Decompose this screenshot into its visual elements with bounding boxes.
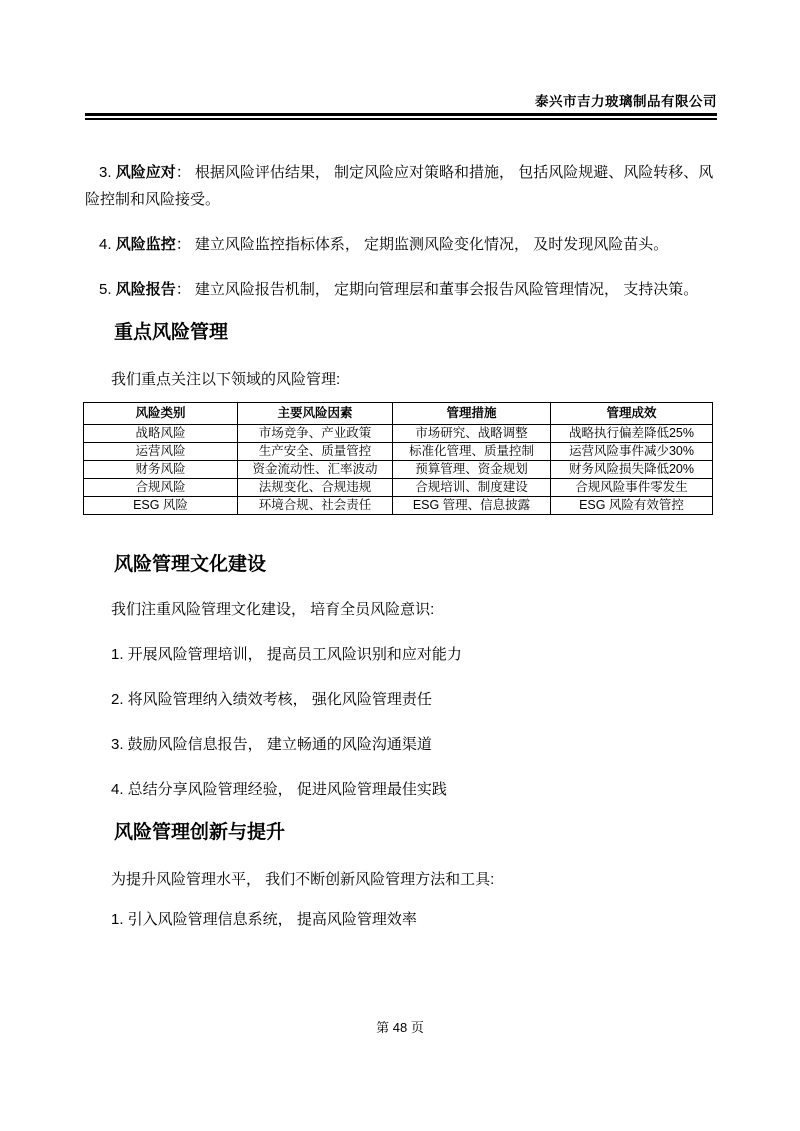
culture-item-4: 4. 总结分享风险管理经验， 促进风险管理最佳实践 (111, 781, 447, 798)
page-header (85, 0, 717, 120)
page-number: 第 48 页 (376, 1020, 424, 1035)
header-rule (85, 113, 717, 120)
list-item-4 (85, 231, 715, 258)
cell-measures: ESG 管理、信息披露 (393, 497, 551, 515)
table-row (84, 497, 713, 515)
item-colon: ： (175, 236, 191, 253)
list-item-5 (85, 276, 715, 303)
cell-results: 战略执行偏差降低25% (551, 425, 713, 443)
cell-risk-factors: 生产安全、质量管控 (238, 443, 393, 461)
culture-item-1: 1. 开展风险管理培训， 提高员工风险识别和应对能力 (111, 646, 462, 663)
innovation-item-1: 1. 引入风险管理信息系统， 提高风险管理效率 (111, 911, 417, 928)
item-number: 4. (99, 236, 112, 253)
item-term: 风险应对 (115, 164, 176, 181)
table-row (84, 461, 713, 479)
cell-risk-category: 运营风险 (84, 443, 238, 461)
item-text: 建立风险报告机制， 定期向管理层和董事会报告风险管理情况， 支持决策。 (194, 281, 699, 298)
cell-risk-factors: 环境合规、社会责任 (238, 497, 393, 515)
col-header-results: 管理成效 (551, 403, 713, 425)
item-number: 3. (99, 164, 112, 181)
item-term: 风险报告 (115, 281, 176, 298)
culture-item-2: 2. 将风险管理纳入绩效考核， 强化风险管理责任 (111, 691, 432, 708)
col-header-measures: 管理措施 (393, 403, 551, 425)
cell-risk-factors: 市场竞争、产业政策 (238, 425, 393, 443)
culture-intro: 我们注重风险管理文化建设， 培育全员风险意识: (111, 601, 435, 618)
cell-results: 合规风险事件零发生 (551, 479, 713, 497)
item-text: 建立风险监控指标体系， 定期监测风险变化情况， 及时发现风险苗头。 (194, 236, 669, 253)
item-colon: ： (175, 281, 191, 298)
table-header-row (84, 403, 713, 425)
cell-risk-category: 合规风险 (84, 479, 238, 497)
section-heading-culture: 风险管理文化建设 (114, 554, 267, 575)
cell-risk-category: 战略风险 (84, 425, 238, 443)
culture-item-3: 3. 鼓励风险信息报告， 建立畅通的风险沟通渠道 (111, 736, 432, 753)
cell-measures: 标准化管理、质量控制 (393, 443, 551, 461)
table-row (84, 479, 713, 497)
company-name: 泰兴市吉力玻璃制品有限公司 (535, 94, 717, 109)
item-term: 风险监控 (115, 236, 176, 253)
cell-results: 财务风险损失降低20% (551, 461, 713, 479)
page-content (85, 159, 715, 933)
cell-risk-factors: 法规变化、合规违规 (238, 479, 393, 497)
risk-table (83, 402, 713, 515)
item-text: 根据风险评估结果， 制定风险应对策略和措施， 包括风险规避、风险转移、风险控制和风险接受。 (85, 164, 714, 208)
cell-risk-category: 财务风险 (84, 461, 238, 479)
col-header-risk-factors: 主要风险因素 (238, 403, 393, 425)
cell-measures: 合规培训、制度建设 (393, 479, 551, 497)
cell-results: 运营风险事件减少30% (551, 443, 713, 461)
list-item-3 (85, 159, 715, 213)
cell-risk-factors: 资金流动性、汇率波动 (238, 461, 393, 479)
section-heading-key-risk: 重点风险管理 (114, 322, 229, 343)
cell-measures: 市场研究、战略调整 (393, 425, 551, 443)
innovation-intro: 为提升风险管理水平， 我们不断创新风险管理方法和工具: (111, 871, 495, 888)
item-colon: ： (175, 164, 191, 181)
section-heading-innovation: 风险管理创新与提升 (114, 822, 286, 843)
key-risk-intro: 我们重点关注以下领域的风险管理: (111, 371, 341, 388)
cell-results: ESG 风险有效管控 (551, 497, 713, 515)
item-number: 5. (99, 281, 112, 298)
table-row (84, 425, 713, 443)
cell-measures: 预算管理、资金规划 (393, 461, 551, 479)
table-row (84, 443, 713, 461)
col-header-risk-category: 风险类别 (84, 403, 238, 425)
cell-risk-category: ESG 风险 (84, 497, 238, 515)
